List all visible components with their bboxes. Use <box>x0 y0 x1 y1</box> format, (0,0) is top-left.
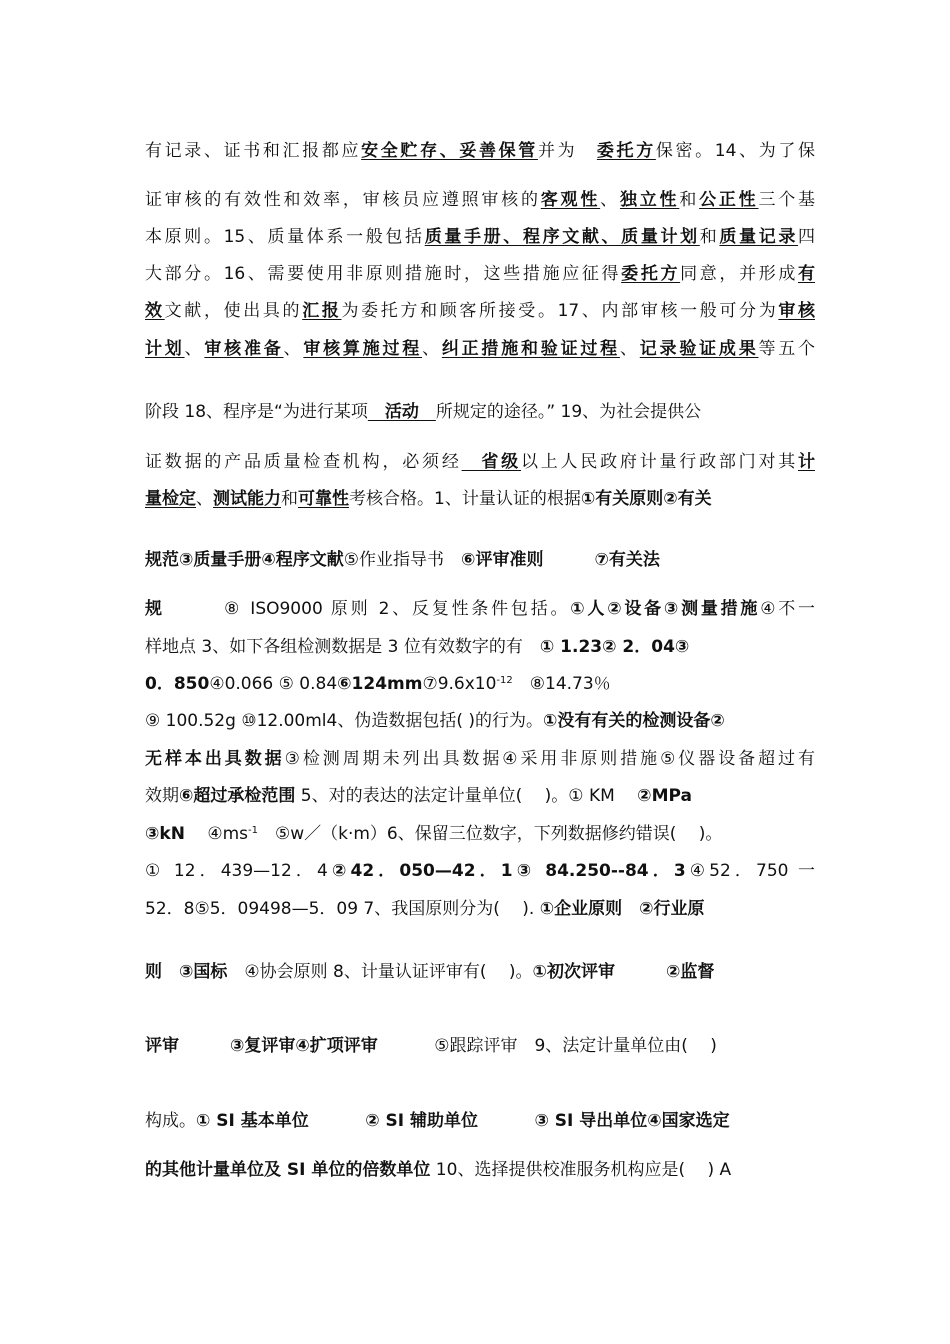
bold-text: 规 <box>145 599 165 619</box>
text-segment: 证审核的有效性和效率，审核员应遵照审核的 <box>145 190 541 210</box>
answer-text: 公正性 <box>699 190 759 210</box>
text-segment: ⑧ ISO9000 原则 2、反复性条件包括。 <box>164 599 571 619</box>
bold-text: 评审 <box>145 1036 179 1056</box>
text-segment: 并为 <box>537 141 597 161</box>
text-segment: 保密。14、为了保 <box>655 141 815 161</box>
text-line <box>145 137 815 165</box>
text-segment: 以上人民政府计量行政部门对其 <box>520 452 799 472</box>
text-line <box>145 398 815 426</box>
text-segment: 52．8⑤5．09498—5．09 7、我国原则分为( ). <box>145 899 540 919</box>
answer-text: 汇报 <box>302 301 342 321</box>
text-line <box>145 857 815 885</box>
text-line <box>145 297 815 325</box>
text-segment: ⑦9.6x10 <box>422 674 497 694</box>
text-segment: ⑤w／（k·m）6、保留三位数字，下列数据修约错误( )。 <box>257 824 723 844</box>
bold-text: 的其他计量单位及 SI 单位的倍数单位 <box>145 1160 431 1180</box>
text-segment: 、 <box>184 339 205 359</box>
bold-text: ②MPa <box>637 786 692 806</box>
text-segment: 为委托方和顾客所接受。17、内部审核一般可分为 <box>341 301 779 321</box>
bold-text: 无样本出具数据 <box>145 749 285 769</box>
text-line <box>145 448 815 476</box>
text-segment <box>615 962 666 982</box>
text-segment: 、 <box>619 339 640 359</box>
bold-text: ②42．050—42．1③ 84.250--84．3 <box>327 861 686 881</box>
bold-text: ② SI 辅助单位 <box>365 1111 479 1131</box>
text-line <box>145 633 815 661</box>
text-segment: 5、对的表达的法定计量单位( )。① KM <box>295 786 638 806</box>
text-segment: 、 <box>196 489 213 509</box>
answer-text: 审核算施过程 <box>303 339 423 359</box>
text-line <box>145 670 815 698</box>
text-line <box>145 485 815 513</box>
text-segment: -12 <box>496 675 513 686</box>
bold-text: 规范③质量手册④程序文献 <box>145 550 344 570</box>
text-segment <box>179 1036 230 1056</box>
text-segment: 文献，使出具的 <box>164 301 303 321</box>
text-line <box>145 546 815 574</box>
text-line <box>145 1156 815 1184</box>
text-segment: 样地点 3、如下各组检测数据是 3 位有效数字的有 <box>145 637 540 657</box>
text-segment: 同意，并形成 <box>680 264 799 284</box>
text-segment <box>309 1111 365 1131</box>
text-segment: ④ms <box>184 824 248 844</box>
text-segment <box>478 1111 534 1131</box>
answer-text: 委托方 <box>596 141 656 161</box>
bold-text: ⑦有关法 <box>594 550 660 570</box>
text-segment: ⑤跟踪评审 9、法定计量单位由( ) <box>377 1036 717 1056</box>
answer-text: 委托方 <box>621 264 681 284</box>
answer-text: 计 <box>798 452 815 472</box>
text-line <box>145 707 815 735</box>
answer-text: 质量手册、程序文献、质量计划 <box>424 227 700 247</box>
text-segment: 大部分。16、需要使用非原则措施时，这些措施应征得 <box>145 264 622 284</box>
answer-text: 独立性 <box>619 190 680 210</box>
answer-text: 客观性 <box>540 190 601 210</box>
answer-text: 测试能力 <box>213 489 281 509</box>
text-segment: ① 12．439—12．4 <box>145 861 328 881</box>
answer-text: 有 <box>798 264 815 284</box>
text-segment: 、 <box>422 339 442 359</box>
bold-text: ①人②设备③测量措施 <box>570 599 761 619</box>
text-segment: 所规定的途径。” 19、为社会提供公 <box>435 402 702 422</box>
text-segment: 效期 <box>145 786 179 806</box>
text-line <box>145 186 815 214</box>
bold-text: ②监督 <box>665 962 715 982</box>
answer-text: 可靠性 <box>298 489 349 509</box>
text-line <box>145 260 815 288</box>
text-segment: 等五个 <box>758 339 815 359</box>
text-segment: 三个基 <box>758 190 815 210</box>
text-segment: 、 <box>600 190 620 210</box>
answer-text: 质量记录 <box>719 227 799 247</box>
bold-text: ⑥124mm <box>337 674 423 694</box>
bold-text: ①企业原则 ②行业原 <box>539 899 705 919</box>
text-segment: ④52．750 一 <box>685 861 815 881</box>
answer-text: 安全贮存、妥善保管 <box>361 141 538 161</box>
answer-text: 计划 <box>145 339 185 359</box>
text-line <box>145 958 815 986</box>
bold-text: ①初次评审 <box>532 962 615 982</box>
bold-text: ⑥超过承检范围 <box>179 786 296 806</box>
text-segment: 和 <box>699 227 720 247</box>
text-segment: 证数据的产品质量检查机构，必须经 <box>145 452 462 472</box>
bold-text: ①没有有关的检测设备② <box>543 711 725 731</box>
text-segment: 本原则。15、质量体系一般包括 <box>145 227 425 247</box>
text-line <box>145 595 815 623</box>
answer-text: 省级 <box>461 452 521 472</box>
text-segment: -1 <box>248 825 258 836</box>
bold-text: ⑥评审准则 <box>461 550 544 570</box>
bold-text: ③复评审④扩项评审 <box>230 1036 378 1056</box>
answer-text: 记录验证成果 <box>639 339 759 359</box>
text-line <box>145 1032 815 1060</box>
bold-text: ③ SI 导出单位④国家选定 <box>534 1111 730 1131</box>
text-segment: 和 <box>281 489 298 509</box>
text-segment: ⑧14.73％ <box>512 674 611 694</box>
text-segment: ④协会原则 8、计量认证评审有( )。 <box>227 962 533 982</box>
bold-text: 则 ③国标 <box>145 962 228 982</box>
text-segment: ③检测周期未列出具数据④采用非原则措施⑤仪器设备超过有 <box>284 749 815 769</box>
answer-text: 审核准备 <box>204 339 284 359</box>
text-segment: 、 <box>283 339 304 359</box>
text-segment: 和 <box>679 190 700 210</box>
text-segment: ⑤作业指导书 <box>343 550 462 570</box>
bold-text: 0．850 <box>145 674 210 694</box>
text-line <box>145 1107 815 1135</box>
text-segment: 构成。 <box>145 1111 196 1131</box>
text-line <box>145 782 815 810</box>
text-line <box>145 820 815 848</box>
text-line <box>145 745 815 773</box>
text-line <box>145 223 815 251</box>
text-segment: ④0.066 ⑤ 0.84 <box>209 674 338 694</box>
text-segment: 四 <box>798 227 815 247</box>
text-segment: ④不一 <box>760 599 815 619</box>
text-segment: ⑨ 100.52g ⑩12.00ml4、伪造数据包括( )的行为。 <box>145 711 543 731</box>
answer-text: 效 <box>145 301 165 321</box>
bold-text: ① SI 基本单位 <box>196 1111 309 1131</box>
text-line <box>145 895 815 923</box>
text-segment: 10、选择提供校准服务机构应是( ) A <box>430 1160 732 1180</box>
answer-text: 审核 <box>778 301 815 321</box>
bold-text: ①有关原则②有关 <box>580 489 712 509</box>
text-line <box>145 335 815 363</box>
answer-text: 纠正措施和验证过程 <box>441 339 620 359</box>
bold-text: ① 1.23② 2．04③ <box>539 637 690 657</box>
answer-text: 活动 <box>367 402 436 422</box>
text-segment: 阶段 18、程序是“为进行某项 <box>145 402 368 422</box>
text-segment <box>543 550 594 570</box>
answer-text: 量检定 <box>145 489 196 509</box>
bold-text: ③kN <box>145 824 185 844</box>
text-segment: 考核合格。1、计量认证的根据 <box>349 489 581 509</box>
text-segment: 有记录、证书和汇报都应 <box>145 141 362 161</box>
